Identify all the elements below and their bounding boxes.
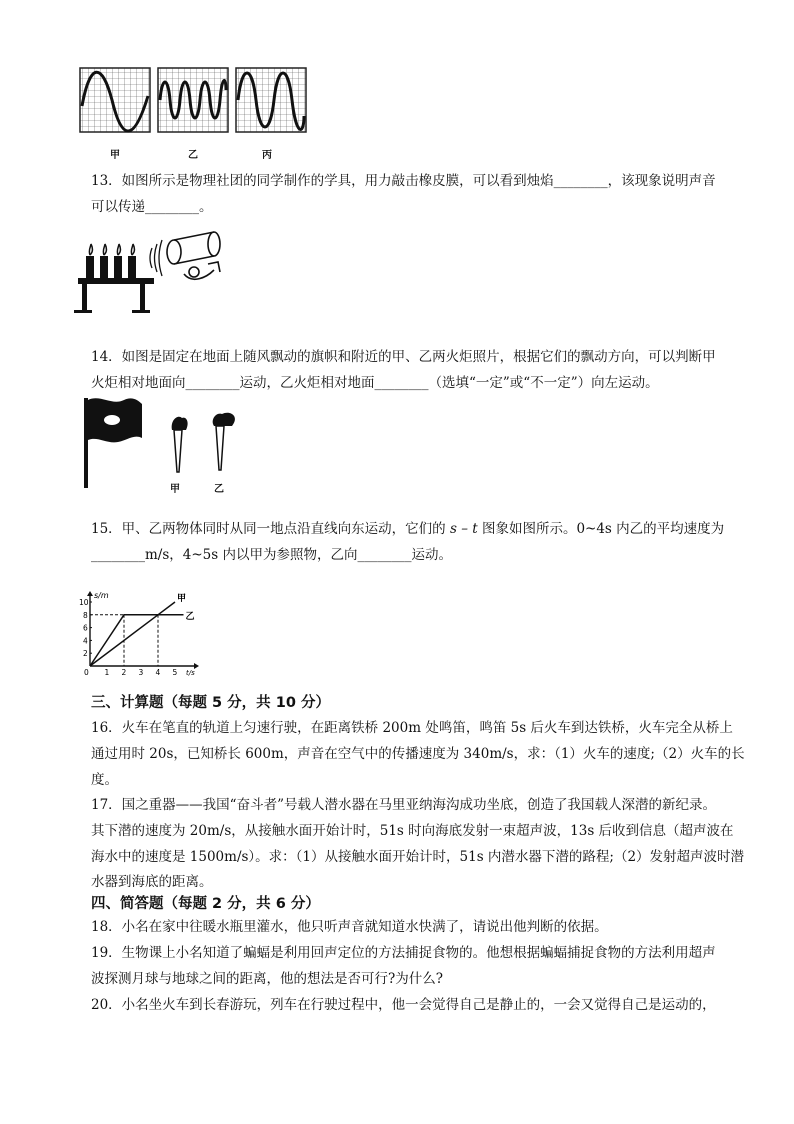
- wave-label-jia: 甲: [110, 150, 120, 161]
- x-tick-label: 5: [172, 668, 178, 677]
- y-tick-label: 10: [79, 598, 89, 607]
- flag-torch-svg: [78, 392, 248, 492]
- torch-label-jia: 甲: [170, 484, 180, 495]
- q16-line2: 通过用时 20s，已知桥长 600m，声音在空气中的传播速度为 340m/s，求：（1）火车的速度;（2）火车的长: [91, 746, 745, 762]
- y-axis-arrow: [87, 591, 93, 596]
- y-tick-label: 2: [83, 649, 88, 659]
- candle-drum-figure: [74, 228, 234, 316]
- stand-top: [78, 278, 154, 284]
- x-axis-arrow: [194, 663, 199, 669]
- candles: [86, 256, 136, 278]
- flag-torch-figure: [78, 392, 248, 500]
- q19-line1: 19．生物课上小名知道了蝙蝠是利用回声定位的方法捕捉食物的。他想根据蝙蝠捕捉食物的方法利用超声: [91, 945, 716, 961]
- q18: 18．小名在家中往暖水瓶里灌水，他只听声音就知道水快满了，请说出他判断的依据。: [91, 919, 608, 935]
- x-tick-label: 4: [155, 668, 161, 677]
- torch-label-yi: 乙: [214, 484, 224, 495]
- y-tick-label: 6: [83, 623, 88, 633]
- q14-line2: 火炬相对地面向________运动，乙火炬相对地面________（选填“一定”或“不一定”）向左运动。: [91, 375, 659, 391]
- wave-label-yi: 乙: [188, 150, 198, 161]
- x-axis-label: t/s: [186, 669, 195, 677]
- q15-line1-a: 15．甲、乙两物体同时从同一地点沿直线向东运动，它们的: [91, 521, 450, 537]
- y-tick-label: 8: [83, 610, 88, 620]
- series-line-jia: [90, 602, 175, 666]
- q15-line1: [91, 516, 725, 542]
- torch-jia: [172, 417, 188, 472]
- wave-figure: [76, 66, 316, 162]
- x-tick-label: 2: [121, 668, 127, 677]
- q15-line1-b: 图象如图所示。0~4s 内乙的平均速度为: [477, 521, 725, 537]
- q20: 20．小名坐火车到长春游玩，列车在行驶过程中，他一会觉得自己是静止的，一会又觉得自己是运动的，: [91, 997, 716, 1013]
- x-tick-label: 3: [138, 668, 144, 677]
- wave-label-bing: 丙: [262, 150, 272, 161]
- series-label-jia: 甲: [177, 594, 187, 604]
- q15-var-st: s – t: [449, 521, 478, 537]
- st-chart: [74, 580, 224, 680]
- stand-leg-left: [82, 284, 87, 312]
- q16-line1: 16．火车在笔直的轨道上匀速行驶，在距离铁桥 200m 处鸣笛，鸣笛 5s 后火车到达铁桥，火车完全从桥上: [91, 720, 733, 736]
- y-axis-label: s/m: [94, 591, 109, 600]
- st-chart-svg: [74, 580, 224, 680]
- q14-line1: 14．如图是固定在地面上随风飘动的旗帜和附近的甲、乙两火炬照片，根据它们的飘动方向，可以判断甲: [91, 349, 716, 365]
- q17-line1: 17．国之重器——我国“奋斗者”号载人潜水器在马里亚纳海沟成功坐底，创造了我国载人深潜的新纪录。: [91, 797, 716, 813]
- q13-line2: 可以传递________。: [91, 199, 213, 215]
- y-tick-label: 4: [83, 636, 88, 646]
- series-line-yi: [90, 615, 184, 666]
- q13-line1: 13．如图所示是物理社团的同学制作的学具，用力敲击橡皮膜，可以看到烛焰________，该现象说明声音: [91, 173, 716, 189]
- section3-title: 三、计算题（每题 5 分，共 10 分）: [91, 695, 330, 711]
- q19-line2: 波探测月球与地球之间的距离，他的想法是否可行?为什么?: [91, 971, 443, 987]
- x-tick-label: 1: [104, 668, 110, 677]
- candle-drum-svg: [74, 228, 234, 316]
- series-label-yi: 乙: [185, 611, 195, 622]
- x-tick-label: 0: [84, 668, 89, 677]
- q15-line2: ________m/s，4~5s 内以甲为参照物，乙向________运动。: [91, 547, 452, 563]
- q16-line3: 度。: [91, 772, 118, 788]
- flames: [89, 244, 134, 255]
- q17-line3: 海水中的速度是 1500m/s）。求：（1）从接触水面开始计时，51s 内潜水器下潜的路程;（2）发射超声波时潜: [91, 849, 745, 865]
- flag-pole: [84, 398, 88, 488]
- torch-yi: [213, 413, 235, 470]
- q17-line2: 其下潜的速度为 20m/s，从接触水面开始计时，51s 时向海底发射一束超声波，13s 后收到信息（超声波在: [91, 823, 734, 839]
- section4-title: 四、简答题（每题 2 分，共 6 分）: [91, 896, 320, 912]
- stand-leg-right: [140, 284, 145, 312]
- sound-arcs: [150, 240, 162, 276]
- q17-line4: 水器到海底的距离。: [91, 874, 213, 890]
- drum-tube: [167, 232, 220, 279]
